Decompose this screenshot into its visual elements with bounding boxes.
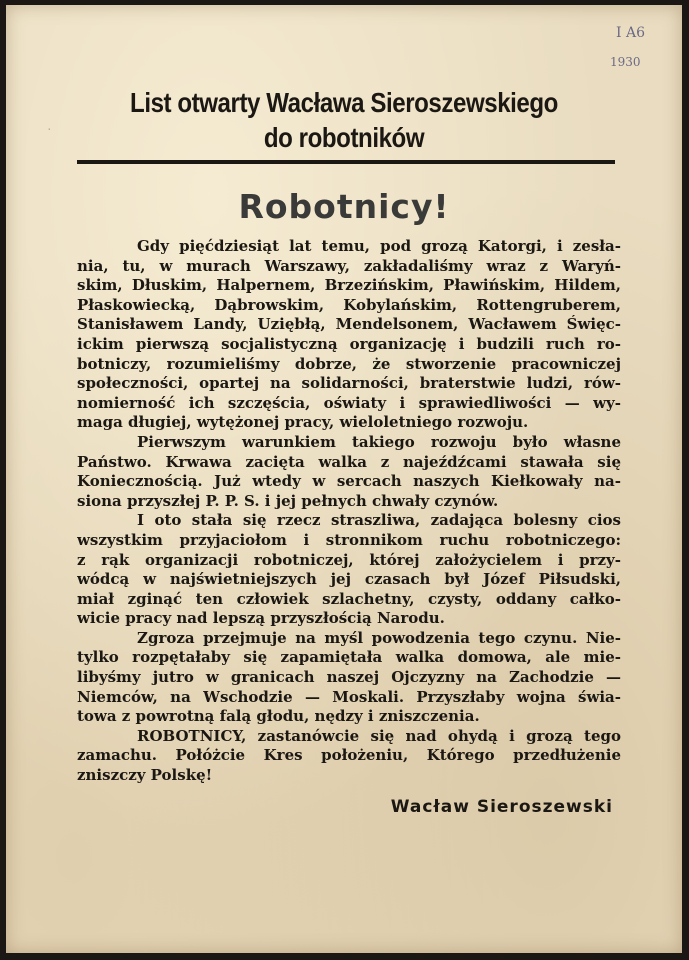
text-line: zniszczy Polskę! bbox=[77, 766, 213, 785]
text-line: wicie pracy nad lepszą przyszłością Narodu. bbox=[77, 609, 445, 628]
text-line: botniczy, rozumieliśmy dobrze, że stworzenie pracowniczej bbox=[77, 354, 621, 373]
text-line: I oto stała się rzecz straszliwa, zadająca bolesny cios bbox=[137, 511, 621, 530]
author-signature: Wacław Sieroszewski bbox=[390, 797, 613, 817]
document-title-line-2: do robotników bbox=[263, 122, 425, 153]
text-line: wszystkim przyjaciołom i stronnikom ruchu robotniczego: bbox=[77, 530, 621, 549]
text-line: Gdy pięćdziesiąt lat temu, pod grozą Katorgi, i zesła- bbox=[137, 237, 621, 255]
letter-body bbox=[77, 237, 621, 786]
document-sheet bbox=[6, 5, 682, 953]
text-line: libyśmy jutro w granicach naszej Ojczyzny na Zachodzie — bbox=[77, 668, 621, 687]
text-line: Zgroza przejmuje na myśl powodzenia tego czynu. Nie- bbox=[137, 628, 621, 647]
text-line: społeczności, opartej na solidarności, braterstwie ludzi, rów- bbox=[77, 374, 621, 393]
pencil-smudge: · bbox=[46, 123, 53, 136]
text-line: miał zginąć ten człowiek szlachetny, czysty, oddany całko- bbox=[77, 589, 621, 608]
archive-mark-signature: I A6 bbox=[616, 25, 645, 41]
text-line: skim, Dłuskim, Halpernem, Brzezińskim, Pławińskim, Hildem, bbox=[77, 276, 621, 295]
text-line: z rąk organizacji robotniczej, której założycielem i przy- bbox=[77, 550, 621, 569]
text-line: ickim pierwszą socjalistyczną organizację i budzili ruch ro- bbox=[77, 334, 621, 353]
text-line: zamachu. Połóżcie Kres położeniu, Którego przedłużenie bbox=[77, 746, 621, 765]
text-line: nia, tu, w murach Warszawy, zakładaliśmy wraz z Waryń- bbox=[77, 256, 621, 275]
text-line: tylko rozpętałaby się zapamiętała walka domowa, ale mie- bbox=[77, 648, 621, 667]
text-line: Państwo. Krwawa zacięta walka z najeźdźcami stawała się bbox=[77, 452, 621, 471]
text-line: Stanisławem Landy, Uziębłą, Mendelsonem, Wacławem Święc- bbox=[77, 315, 621, 334]
appeal-heading: Robotnicy! bbox=[238, 187, 450, 226]
text-line: siona przyszłej P. P. S. i jej pełnych chwały czynów. bbox=[77, 491, 499, 510]
text-line: ROBOTNICY, zastanówcie się nad ohydą i grozą tego bbox=[137, 726, 621, 745]
document-title-line-1: List otwarty Wacława Sieroszewskiego bbox=[130, 87, 558, 118]
text-line: Płaskowiecką, Dąbrowskim, Kobylańskim, Rottengruberem, bbox=[77, 295, 621, 314]
title-divider bbox=[77, 160, 615, 164]
text-line: nomierność ich szczęścia, oświaty i sprawiedliwości — wy- bbox=[77, 393, 621, 412]
text-line: Koniecznością. Już wtedy w sercach naszych Kiełkowały na- bbox=[77, 472, 621, 491]
text-line: Pierwszym warunkiem takiego rozwoju było własne bbox=[137, 432, 621, 451]
text-line: wódcą w najświetniejszych jej czasach był Józef Piłsudski, bbox=[77, 570, 621, 589]
text-line: Niemców, na Wschodzie — Moskali. Przyszłaby wojna świa- bbox=[77, 687, 621, 706]
text-line: maga długiej, wytężonej pracy, wieloletniego rozwoju. bbox=[77, 413, 529, 432]
text-line: towa z powrotną falą głodu, nędzy i zniszczenia. bbox=[77, 707, 480, 726]
archive-mark-year: 1930 bbox=[610, 55, 641, 69]
